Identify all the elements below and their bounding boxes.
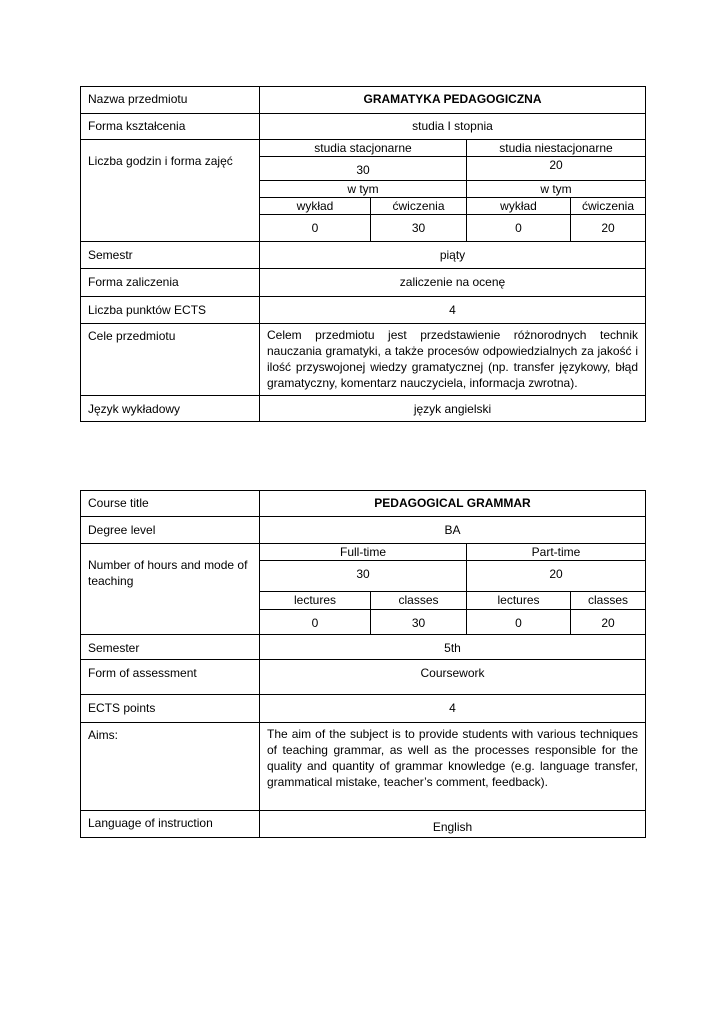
pt-classes-label: ćwiczenia [571, 198, 646, 215]
language-value: język angielski [260, 396, 646, 422]
semester-label: Semester [81, 635, 260, 660]
course-title-label: Course title [81, 491, 260, 517]
ft-classes-value: 30 [371, 610, 467, 635]
ft-lectures-label: wykład [260, 198, 371, 215]
fulltime-total: 30 [260, 561, 467, 592]
form-value: studia I stopnia [260, 114, 646, 140]
language-label: Język wykładowy [81, 396, 260, 422]
degree-value: BA [260, 517, 646, 544]
pt-classes-value: 20 [571, 610, 646, 635]
aims-value: Celem przedmiotu jest przedstawienie różnorodnych technik nauczania gramatyki, a także procesów odpowiedzialnych za jakość i ilość przyswojonej wiedzy gramatycznej (np. transfer językowy, błąd gramatyczny, komentarz nauczyciela, informacja zwrotna). [260, 324, 646, 396]
pt-classes-label: classes [571, 592, 646, 610]
course-table-english [80, 490, 646, 838]
ft-lectures-value: 0 [260, 610, 371, 635]
hours-mode-label: Number of hours and mode of teaching [81, 544, 260, 635]
degree-label: Degree level [81, 517, 260, 544]
course-name-label: Nazwa przedmiotu [81, 87, 260, 114]
semester-value: piąty [260, 242, 646, 269]
ft-lectures-value: 0 [260, 215, 371, 242]
aims-value: The aim of the subject is to provide students with various techniques of teaching grammar, as well as the processes responsible for the quality and quantity of grammar knowledge (e.g. language transfer, grammatical mistake, teacher’s comment, feedback). [260, 723, 646, 811]
fulltime-header: Full-time [260, 544, 467, 561]
assessment-value: zaliczenie na ocenę [260, 269, 646, 297]
fulltime-including: w tym [260, 181, 467, 198]
ects-label: Liczba punktów ECTS [81, 297, 260, 324]
ft-classes-label: classes [371, 592, 467, 610]
pt-lectures-value: 0 [467, 215, 571, 242]
parttime-total: 20 [467, 157, 646, 181]
parttime-header: Part-time [467, 544, 646, 561]
pt-classes-value: 20 [571, 215, 646, 242]
ects-value: 4 [260, 695, 646, 723]
form-label: Forma kształcenia [81, 114, 260, 140]
course-name-value: GRAMATYKA PEDAGOGICZNA [260, 87, 646, 114]
assessment-value: Coursework [260, 660, 646, 695]
ft-classes-value: 30 [371, 215, 467, 242]
course-title-value: PEDAGOGICAL GRAMMAR [260, 491, 646, 517]
fulltime-header: studia stacjonarne [260, 140, 467, 157]
language-value: English [260, 811, 646, 838]
parttime-header: studia niestacjonarne [467, 140, 646, 157]
pt-lectures-label: lectures [467, 592, 571, 610]
pt-lectures-label: wykład [467, 198, 571, 215]
ects-value: 4 [260, 297, 646, 324]
semester-value: 5th [260, 635, 646, 660]
aims-label: Aims: [81, 723, 260, 811]
ft-classes-label: ćwiczenia [371, 198, 467, 215]
ects-label: ECTS points [81, 695, 260, 723]
assessment-label: Form of assessment [81, 660, 260, 695]
language-label: Language of instruction [81, 811, 260, 838]
course-table-polish [80, 86, 646, 422]
fulltime-total: 30 [260, 157, 467, 181]
parttime-including: w tym [467, 181, 646, 198]
pt-lectures-value: 0 [467, 610, 571, 635]
parttime-total: 20 [467, 561, 646, 592]
hours-label: Liczba godzin i forma zajęć [81, 140, 260, 242]
aims-label: Cele przedmiotu [81, 324, 260, 396]
ft-lectures-label: lectures [260, 592, 371, 610]
semester-label: Semestr [81, 242, 260, 269]
assessment-label: Forma zaliczenia [81, 269, 260, 297]
